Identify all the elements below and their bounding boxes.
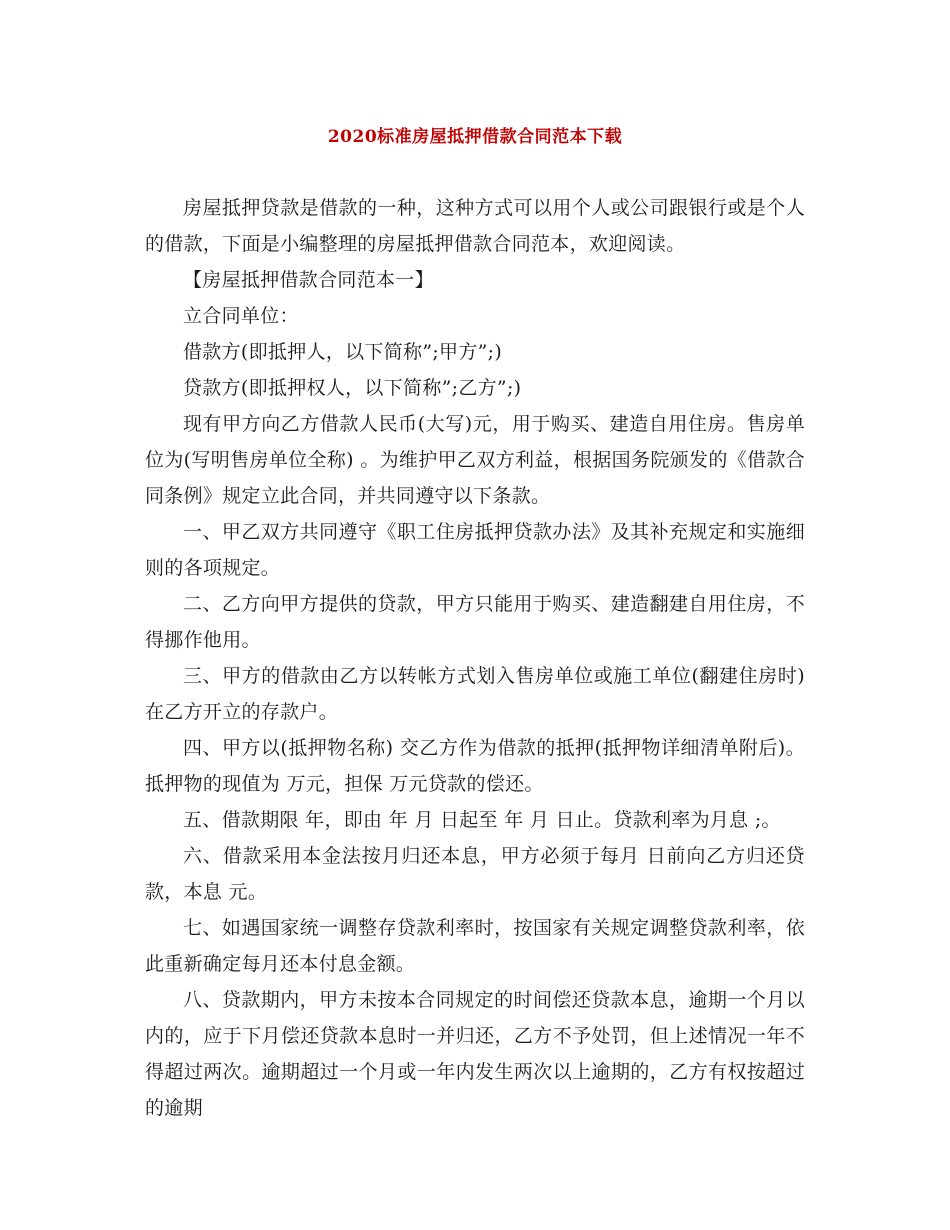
document-title: 2020标准房屋抵押借款合同范本下载 xyxy=(327,127,623,147)
paragraph-borrower: 借款方(即抵押人，以下简称”;甲方”;) xyxy=(183,341,503,363)
clause-8: 八、贷款期内，甲方未按本合同规定的时间偿还贷款本息，逾期一个月以内的，应于下月偿还贷款本息时一并归还，乙方不予处罚，但上述情况一年不得超过两次。逾期超过一个月或一年内发生两次以上逾期的，乙方有权按超过的逾期 xyxy=(145,989,805,1119)
clause-7: 七、如遇国家统一调整存贷款利率时，按国家有关规定调整贷款利率，依此重新确定每月还本付息金额。 xyxy=(145,917,805,975)
clause-5: 五、借款期限 年，即由 年 月 日起至 年 月 日止。贷款利率为月息 ;。 xyxy=(183,809,781,831)
paragraph-parties-heading: 立合同单位： xyxy=(183,305,299,327)
paragraph-intro: 房屋抵押贷款是借款的一种，这种方式可以用个人或公司跟银行或是个人的借款，下面是小编整理的房屋抵押借款合同范本，欢迎阅读。 xyxy=(145,197,805,255)
clause-1: 一、甲乙双方共同遵守《职工住房抵押贷款办法》及其补充规定和实施细则的各项规定。 xyxy=(145,521,805,579)
paragraph-section-heading: 【房屋抵押借款合同范本一】 xyxy=(183,269,434,291)
clause-6: 六、借款采用本金法按月归还本息，甲方必须于每月 日前向乙方归还贷款，本息 元。 xyxy=(145,845,805,903)
paragraph-preamble: 现有甲方向乙方借款人民币(大写)元，用于购买、建造自用住房。售房单位为(写明售房单位全称) 。为维护甲乙双方利益，根据国务院颁发的《借款合同条例》规定立此合同，并共同遵守以下条款。 xyxy=(145,413,805,507)
document-body xyxy=(145,190,805,1126)
clause-2: 二、乙方向甲方提供的贷款，甲方只能用于购买、建造翻建自用住房，不得挪作他用。 xyxy=(145,593,805,651)
paragraph-lender: 贷款方(即抵押权人，以下简称”;乙方”;) xyxy=(183,377,522,399)
clause-4: 四、甲方以(抵押物名称) 交乙方作为借款的抵押(抵押物详细清单附后)。抵押物的现值为 万元，担保 万元贷款的偿还。 xyxy=(145,737,805,795)
clause-3: 三、甲方的借款由乙方以转帐方式划入售房单位或施工单位(翻建住房时)在乙方开立的存款户。 xyxy=(145,665,805,723)
